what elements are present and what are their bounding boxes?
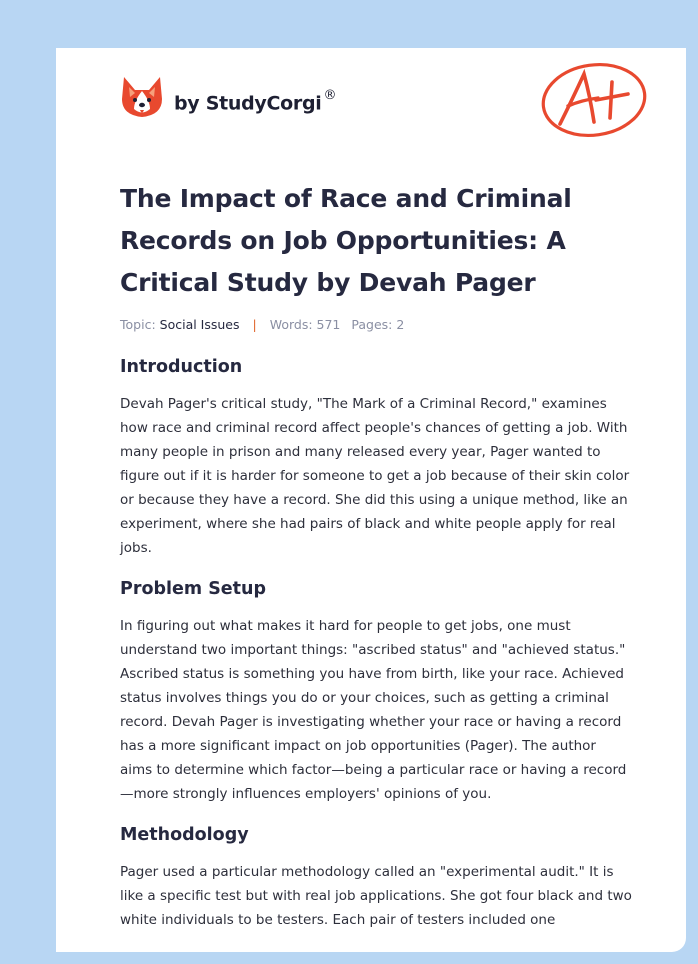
document-page — [56, 48, 686, 952]
brand-name — [174, 88, 337, 115]
a-plus-grade-icon — [538, 60, 650, 146]
section-heading-problem-setup: Problem Setup — [120, 579, 267, 599]
brand-prefix: by — [174, 92, 206, 115]
topic-link[interactable]: Social Issues — [159, 317, 240, 332]
brand-wordmark: StudyCorgi — [205, 92, 322, 115]
article-meta — [120, 317, 632, 332]
section-body-methodology: Pager used a particular methodology called an "experimental audit." It is like a specific test but with real job applications. She got four black and two white individuals to be testers. Each pair of testers included one — [120, 864, 632, 928]
page-count: Pages: 2 — [351, 317, 405, 332]
registered-mark: ® — [323, 88, 337, 103]
meta-separator: | — [252, 317, 257, 332]
corgi-logo-icon — [120, 75, 164, 123]
topic-label: Topic: — [120, 317, 156, 332]
section-heading-introduction: Introduction — [120, 357, 243, 377]
page-title: The Impact of Race and Criminal Records on Job Opportunities: A Critical Study by Devah Pager — [120, 184, 572, 297]
section-body-introduction: Devah Pager's critical study, "The Mark of a Criminal Record," examines how race and criminal record affect people's chances of getting a job. With many people in prison and many released every year, Pager wanted to figure out if it is harder for someone to get a job because of their skin color or because they have a record. She did this using a unique method, like an experiment, where she had pairs of black and white people apply for real jobs. — [120, 396, 630, 556]
word-count: Words: 571 — [269, 317, 341, 332]
article-content — [120, 178, 632, 932]
section-heading-methodology: Methodology — [120, 825, 249, 845]
section-body-problem-setup: In figuring out what makes it hard for people to get jobs, one must understand two important things: "ascribed status" and "achieved status." Ascribed status is something you have from birth, like your race. Achieved status involves things you do or your choices, such as getting a criminal record. Devah Pager is investigating whether your race or having a record has a more significant impact on job opportunities (Pager). The author aims to determine which factor—being a particular race or having a record—more strongly influences employers' opinions of you. — [120, 618, 627, 802]
